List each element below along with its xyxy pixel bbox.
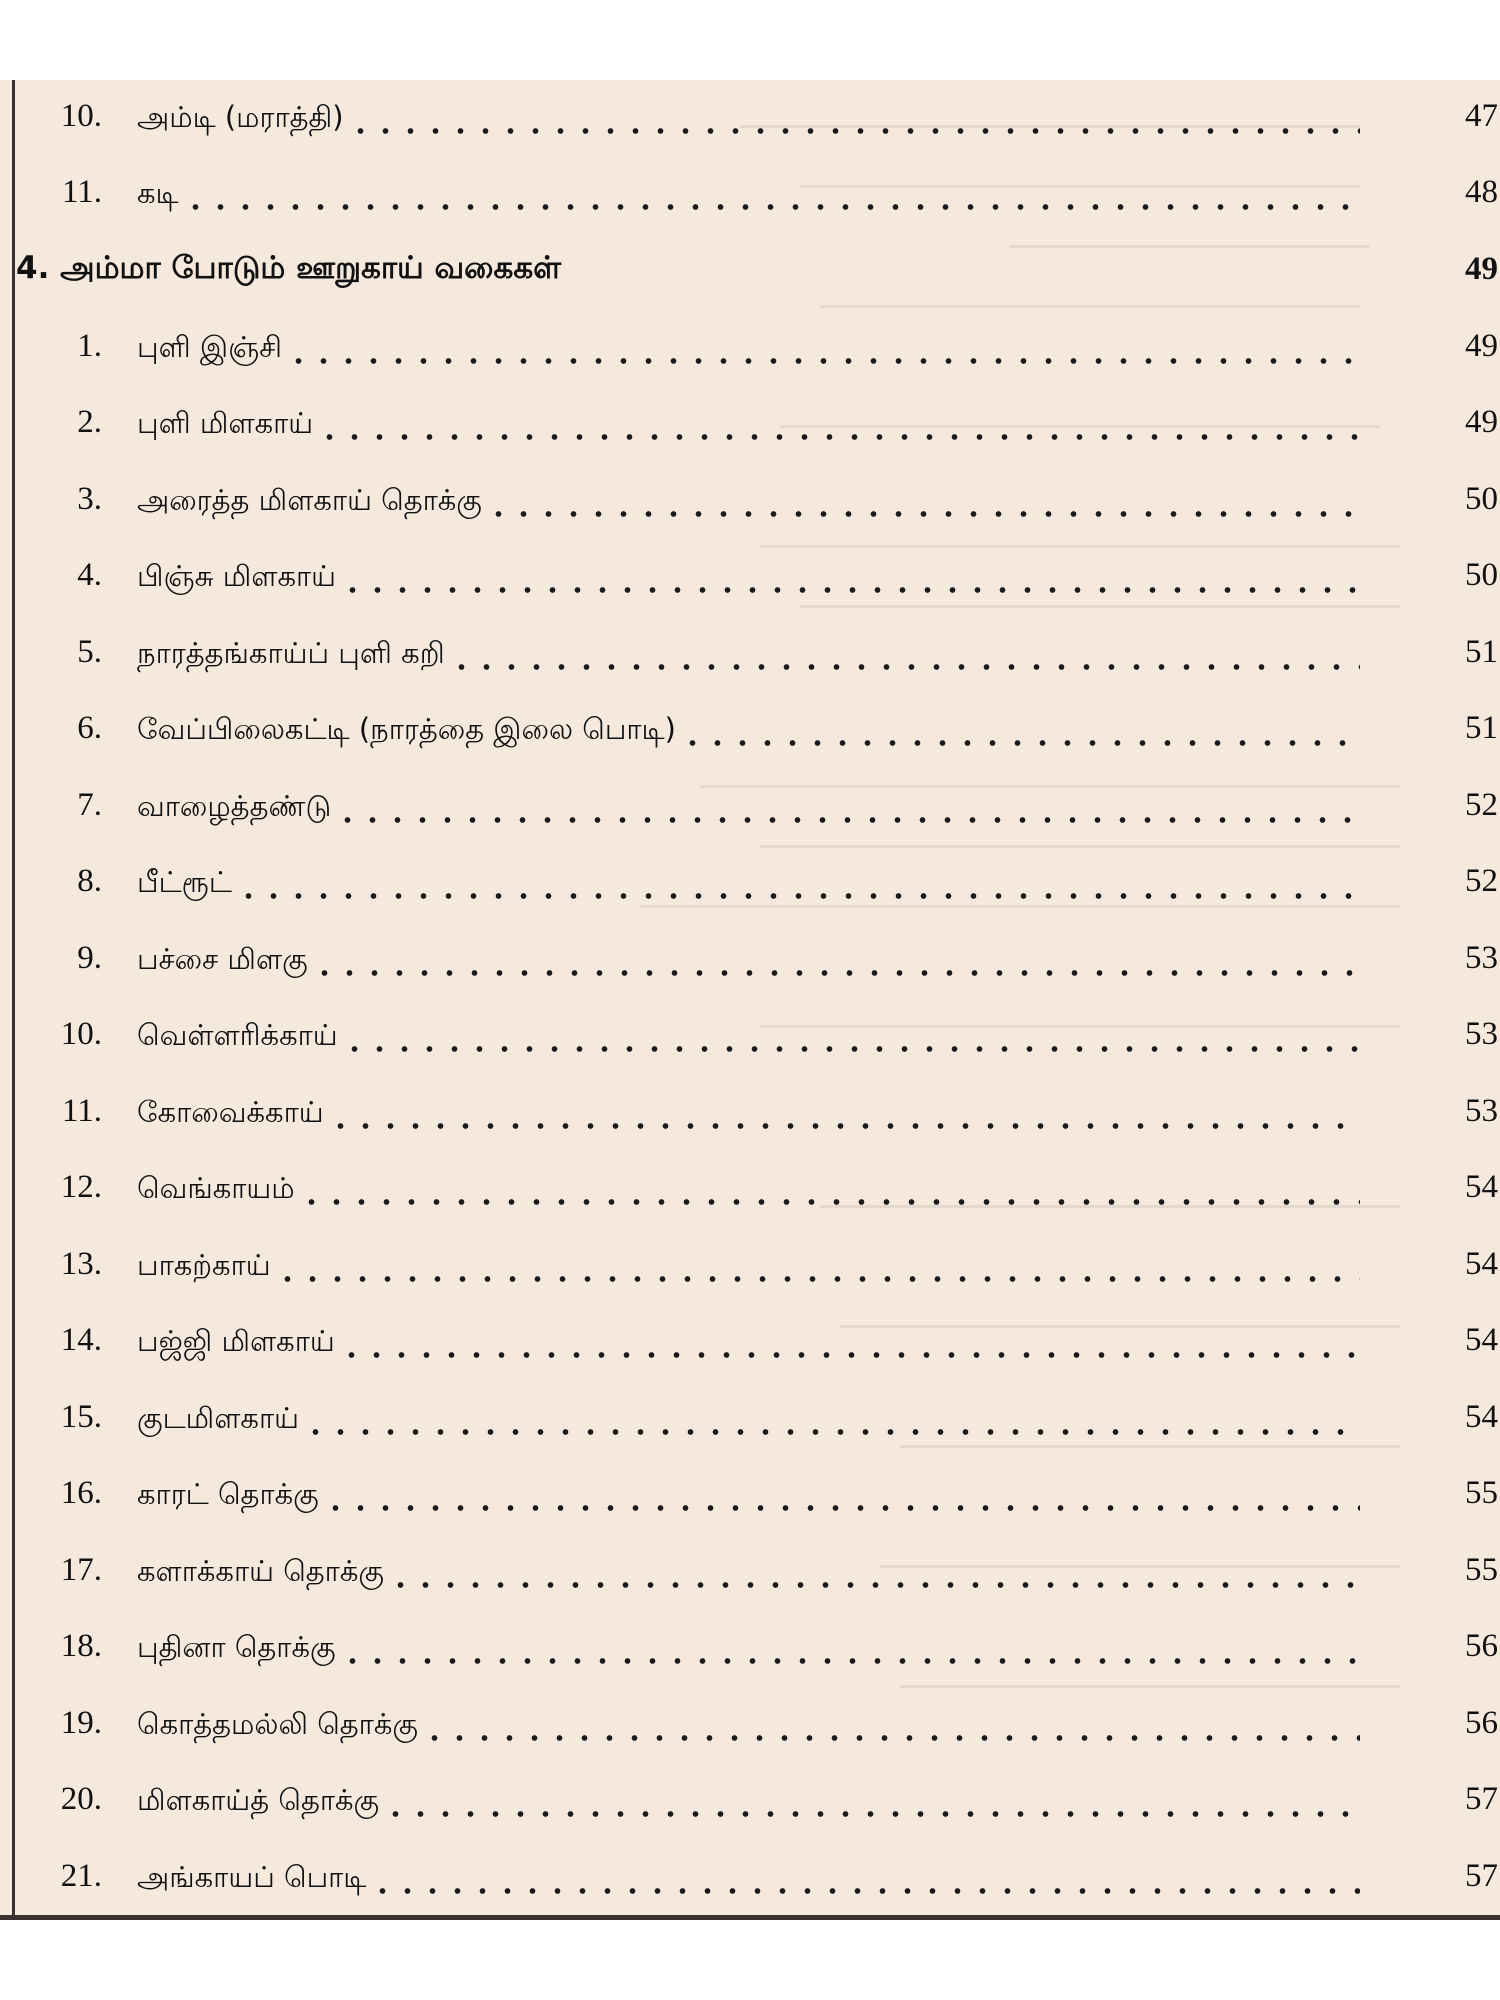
entry-page: 54: [1465, 1169, 1498, 1205]
entry-title: வெள்ளரிக்காய்: [137, 1018, 338, 1052]
toc-entry: [0, 1381, 1500, 1451]
entry-page: 49: [1465, 328, 1498, 364]
entry-number: 1.: [77, 328, 102, 364]
toc-entry: [0, 769, 1500, 839]
toc-entry: [0, 922, 1500, 992]
entry-page: 56: [1465, 1705, 1498, 1741]
entry-number: 16.: [60, 1475, 102, 1511]
section-heading: [0, 233, 1500, 303]
entry-number: 7.: [77, 787, 102, 823]
entry-title: கடி: [137, 176, 179, 210]
section-title: 4. அம்மா போடும் ஊறுகாய் வகைகள்: [16, 250, 562, 286]
toc-entry: [0, 463, 1500, 533]
dot-leader: [137, 168, 1360, 218]
entry-page: 51: [1465, 634, 1498, 670]
entry-number: 13.: [60, 1246, 102, 1282]
entry-page: 51: [1465, 710, 1498, 746]
entry-page: 56: [1465, 1628, 1498, 1664]
entry-title: வேப்பிலைகட்டி (நாரத்தை இலை பொடி): [137, 712, 676, 746]
entry-number: 8.: [77, 863, 102, 899]
toc-entry: [0, 998, 1500, 1068]
entry-page: 50: [1465, 481, 1498, 517]
toc-entry: [0, 386, 1500, 456]
entry-page: 49: [1465, 404, 1498, 440]
entry-page: 52: [1465, 787, 1498, 823]
toc-entry: [0, 692, 1500, 762]
toc-entry: [0, 1687, 1500, 1757]
toc-entry: [0, 845, 1500, 915]
entry-title: காரட் தொக்கு: [137, 1477, 319, 1511]
toc-entry: [0, 1151, 1500, 1221]
entry-title: பஜ்ஜி மிளகாய்: [137, 1324, 335, 1358]
entry-number: 15.: [60, 1399, 102, 1435]
dot-leader: [137, 934, 1360, 984]
entry-number: 18.: [60, 1628, 102, 1664]
entry-page: 57: [1465, 1781, 1498, 1817]
dot-leader: [137, 398, 1360, 448]
dot-leader: [137, 322, 1360, 372]
entry-title: குடமிளகாய்: [137, 1401, 299, 1435]
entry-number: 3.: [77, 481, 102, 517]
dot-leader: [137, 1393, 1360, 1443]
entry-title: களாக்காய் தொக்கு: [137, 1554, 384, 1588]
entry-title: வாழைத்தண்டு: [137, 789, 332, 823]
entry-title: அரைத்த மிளகாய் தொக்கு: [137, 483, 482, 517]
entry-number: 11.: [61, 1093, 102, 1129]
toc-entry: [0, 1228, 1500, 1298]
entry-title: பாகற்காய்: [137, 1248, 271, 1282]
entry-page: 55: [1465, 1552, 1498, 1588]
entry-title: புதினா தொக்கு: [137, 1630, 336, 1664]
entry-title: மிளகாய்த் தொக்கு: [137, 1783, 380, 1817]
toc-entry: [0, 1457, 1500, 1527]
dot-leader: [137, 1163, 1360, 1213]
toc-entry: [0, 1075, 1500, 1145]
entry-title: நாரத்தங்காய்ப் புளி கறி: [137, 636, 445, 670]
entry-number: 11.: [61, 174, 102, 210]
toc-entry: [0, 1304, 1500, 1374]
entry-title: பச்சை மிளகு: [137, 942, 308, 976]
entry-page: 53: [1465, 1093, 1498, 1129]
entry-page: 48: [1465, 174, 1498, 210]
dot-leader: [137, 1469, 1360, 1519]
toc-entry: [0, 156, 1500, 226]
toc-entry: [0, 80, 1500, 150]
entry-number: 9.: [77, 940, 102, 976]
entry-number: 12.: [60, 1169, 102, 1205]
entry-page: 57: [1465, 1858, 1498, 1894]
toc-entry: [0, 1840, 1500, 1910]
toc-entry: [0, 310, 1500, 380]
entry-title: கொத்தமல்லி தொக்கு: [137, 1707, 418, 1741]
entry-page: 50: [1465, 557, 1498, 593]
toc-entry: [0, 616, 1500, 686]
entry-title: பீட்ரூட்: [137, 865, 232, 899]
entry-page: 54: [1465, 1322, 1498, 1358]
entry-number: 19.: [60, 1705, 102, 1741]
entry-number: 5.: [77, 634, 102, 670]
section-page: 49: [1465, 251, 1498, 287]
dot-leader: [137, 857, 1360, 907]
entry-number: 21.: [60, 1858, 102, 1894]
entry-number: 10.: [60, 1016, 102, 1052]
entry-number: 17.: [60, 1552, 102, 1588]
entry-title: புளி இஞ்சி: [137, 330, 282, 364]
entry-page: 53: [1465, 1016, 1498, 1052]
entry-title: கோவைக்காய்: [137, 1095, 324, 1129]
toc-entry: [0, 1534, 1500, 1604]
entry-page: 55: [1465, 1475, 1498, 1511]
entry-title: பிஞ்சு மிளகாய்: [137, 559, 337, 593]
entry-page: 47: [1465, 98, 1498, 134]
bottom-border: [0, 1915, 1500, 1920]
entry-page: 54: [1465, 1399, 1498, 1435]
entry-title: வெங்காயம்: [137, 1171, 295, 1205]
entry-title: அம்டி (மராத்தி): [137, 100, 344, 134]
entry-number: 6.: [77, 710, 102, 746]
toc-entry: [0, 1610, 1500, 1680]
entry-number: 2.: [77, 404, 102, 440]
entry-page: 52: [1465, 863, 1498, 899]
dot-leader: [137, 1240, 1360, 1290]
book-page: [0, 80, 1500, 1920]
entry-number: 14.: [60, 1322, 102, 1358]
entry-title: புளி மிளகாய்: [137, 406, 314, 440]
entry-page: 54: [1465, 1246, 1498, 1282]
toc-entry: [0, 539, 1500, 609]
entry-number: 10.: [60, 98, 102, 134]
entry-number: 20.: [60, 1781, 102, 1817]
entry-title: அங்காயப் பொடி: [137, 1860, 367, 1894]
toc-entry: [0, 1763, 1500, 1833]
entry-page: 53: [1465, 940, 1498, 976]
entry-number: 4.: [77, 557, 102, 593]
